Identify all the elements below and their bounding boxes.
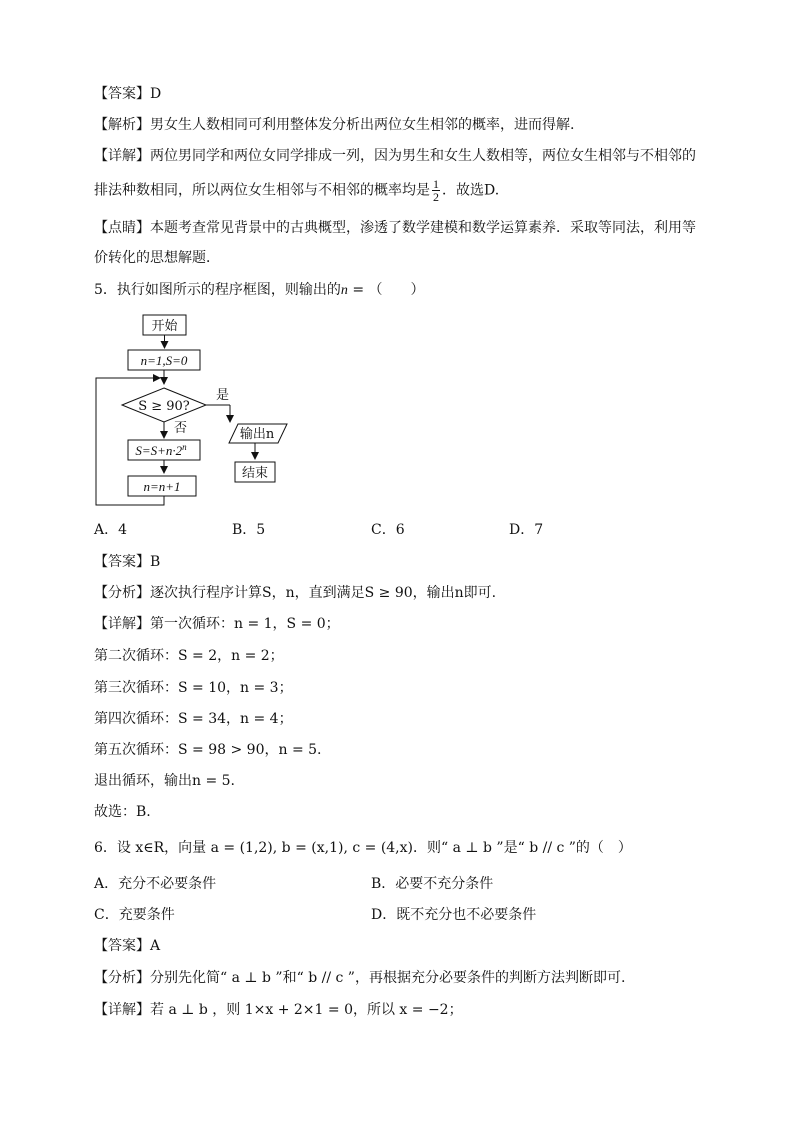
q6-analysis-line [94,968,625,988]
condition-label: S ≥ 90? [138,399,190,414]
q5-stem-variable: n [340,283,348,298]
answer-tag: 【答案】 [94,938,150,954]
program-flowchart [90,310,310,510]
q5-conclusion: 故选：B. [94,804,151,820]
q5-analysis-line [94,583,496,603]
answer-tag: 【答案】 [94,554,150,570]
q5-step-3: 第三次循环：S = 10，n = 3； [94,680,293,696]
q4-comment-line-2 [94,248,220,268]
q6-choice-d: D．既不充分也不必要条件 [371,907,537,923]
q5-stem-paren: = （ ） [347,282,425,298]
analysis-tag: 【解析】 [94,117,150,133]
fraction-numerator: 1 [433,177,439,191]
output-label: 输出n [239,427,275,442]
end-label: 结束 [241,466,269,481]
no-label: 否 [174,421,188,436]
one-half-fraction [432,178,440,203]
q5-detail-line [94,614,340,634]
q4-detail-line-2 [94,178,499,203]
q6-choice-a: A．充分不必要条件 [94,876,217,892]
q5-choice-c: C．6 [371,522,405,538]
q5-answer: B [150,554,161,570]
analysis-tag: 【分析】 [94,585,150,601]
init-label: n=1,S=0 [140,353,188,368]
detail-tag: 【详解】 [94,148,150,164]
q4-analysis-line [94,115,574,135]
update-s-label: $S=S+n\cdot 2^n$ [135,442,187,458]
q5-choice-a: A．4 [94,522,128,538]
analysis-tag: 【分析】 [94,970,150,986]
q6-answer-line [94,936,160,956]
q4-detail-2a: 排法种数相同，所以两位女生相邻与不相邻的概率均是 [94,182,430,199]
q4-analysis: 男女生人数相同可利用整体发分析出两位女生相邻的概率，进而得解. [150,117,575,133]
q4-comment-line-1 [94,218,696,238]
q4-comment-1: 本题考查常见背景中的古典概型，渗透了数学建模和数学运算素养．采取等同法，利用等 [150,220,696,236]
q5-step-2: 第二次循环：S = 2，n = 2； [94,648,284,664]
q6-choice-c: C．充要条件 [94,907,175,923]
comment-tag: 【点睛】 [94,220,150,236]
q6-detail: 若 a ⊥ b ，则 1×x + 2×1 = 0，所以 x = −2； [150,1002,463,1018]
q6-choice-b: B．必要不充分条件 [371,876,494,892]
q4-detail-2b: ．故选D. [442,182,500,199]
detail-tag: 【详解】 [94,616,150,632]
q4-comment-2: 价转化的思想解题． [94,250,220,266]
start-label: 开始 [151,319,178,334]
detail-tag: 【详解】 [94,1002,150,1018]
q5-answer-line [94,552,160,572]
q5-detail-first: 第一次循环：n = 1，S = 0； [150,616,340,632]
q5-analysis: 逐次执行程序计算S，n，直到满足S ≥ 90，输出n即可. [150,585,497,601]
fraction-denominator: 2 [433,190,439,204]
q4-detail-1: 两位男同学和两位女同学排成一列，因为男生和女生人数相等，两位女生相邻与不相邻的 [150,148,696,164]
update-n-label: n=n+1 [143,479,181,494]
q5-step-5: 第五次循环：S = 98 > 90，n = 5. [94,742,322,758]
q5-choice-d: D．7 [509,522,544,538]
q4-answer-line [94,84,161,104]
q4-detail-line-1 [94,146,696,166]
q5-stem [94,280,425,301]
yes-label: 是 [216,388,230,403]
q6-answer: A [150,938,161,954]
q4-answer: D [150,86,162,102]
q5-stem-text: 5．执行如图所示的程序框图，则输出的 [94,282,341,298]
q5-exit: 退出循环，输出n = 5. [94,773,236,789]
q6-analysis: 分别先化简“ a ⊥ b ”和“ b // c ”，再根据充分必要条件的判断方法判断即可. [150,970,626,986]
answer-tag: 【答案】 [94,86,150,102]
q5-step-4: 第四次循环：S = 34，n = 4； [94,711,293,727]
q6-detail-line [94,1000,463,1020]
q5-choice-b: B．5 [232,522,266,538]
q6-stem: 6．设 x∈R，向量 a = (1,2), b = (x,1), c = (4,x)．则“ a ⊥ b ”是“ b // c ”的（ ） [94,840,632,856]
